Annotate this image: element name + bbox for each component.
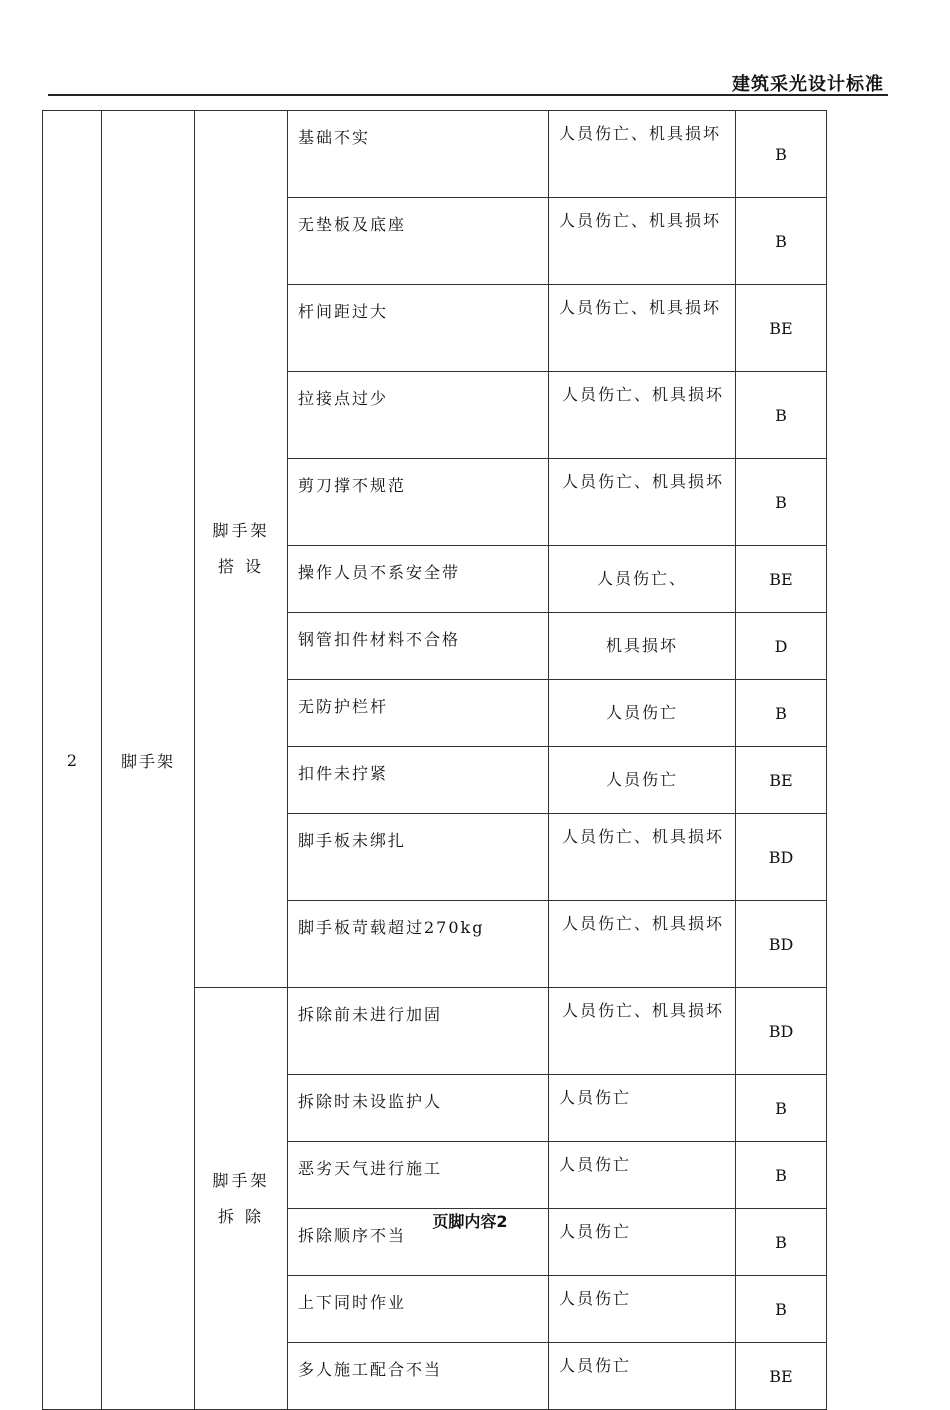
- hazard-cell: 杆间距过大: [288, 285, 549, 372]
- accident-cell: 人员伤亡、机具损坏: [549, 285, 736, 372]
- accident-cell: 人员伤亡: [549, 1075, 736, 1142]
- hazard-cell: 多人施工配合不当: [288, 1343, 549, 1410]
- operation-cell-dismantle: [195, 988, 288, 1410]
- hazard-cell: 恶劣天气进行施工: [288, 1142, 549, 1209]
- accident-cell: 人员伤亡: [549, 747, 736, 814]
- level-cell: BE: [736, 1343, 827, 1410]
- accident-cell: 人员伤亡、机具损坏: [549, 988, 736, 1075]
- accident-cell: 人员伤亡、机具损坏: [549, 198, 736, 285]
- level-cell: BD: [736, 814, 827, 901]
- item-number-cell: 2: [43, 111, 102, 1410]
- level-cell: BE: [736, 285, 827, 372]
- hazard-cell: 剪刀撑不规范: [288, 459, 549, 546]
- accident-cell: 人员伤亡、机具损坏: [549, 814, 736, 901]
- accident-cell: 人员伤亡、: [549, 546, 736, 613]
- accident-cell: 人员伤亡: [549, 680, 736, 747]
- hazard-cell: 脚手板苛载超过270kg: [288, 901, 549, 988]
- accident-cell: 人员伤亡: [549, 1142, 736, 1209]
- hazard-cell: 基础不实: [288, 111, 549, 198]
- accident-cell: 人员伤亡: [549, 1343, 736, 1410]
- project-name-cell: 脚手架: [102, 111, 195, 1410]
- level-cell: BD: [736, 988, 827, 1075]
- accident-cell: 人员伤亡、机具损坏: [549, 459, 736, 546]
- level-cell: BE: [736, 546, 827, 613]
- page-footer: 页脚内容2: [432, 1212, 508, 1231]
- operation-label-line1: 脚手架: [212, 521, 270, 540]
- hazard-cell: 上下同时作业: [288, 1276, 549, 1343]
- level-cell: B: [736, 1075, 827, 1142]
- hazard-cell: 无垫板及底座: [288, 198, 549, 285]
- level-cell: BD: [736, 901, 827, 988]
- accident-cell: 机具损坏: [549, 613, 736, 680]
- level-cell: B: [736, 680, 827, 747]
- document-header-title: 建筑采光设计标准: [732, 74, 884, 95]
- operation-label-line2: 搭 设: [217, 557, 265, 576]
- accident-cell: 人员伤亡、机具损坏: [549, 111, 736, 198]
- hazard-cell: 脚手板未绑扎: [288, 814, 549, 901]
- level-cell: B: [736, 1142, 827, 1209]
- accident-cell: 人员伤亡: [549, 1209, 736, 1276]
- hazard-cell: 拆除前未进行加固: [288, 988, 549, 1075]
- level-cell: B: [736, 198, 827, 285]
- level-cell: B: [736, 1209, 827, 1276]
- level-cell: B: [736, 1276, 827, 1343]
- operation-cell-erect: [195, 111, 288, 988]
- hazard-cell: 无防护栏杆: [288, 680, 549, 747]
- hazard-cell: 拉接点过少: [288, 372, 549, 459]
- accident-cell: 人员伤亡、机具损坏: [549, 901, 736, 988]
- level-cell: D: [736, 613, 827, 680]
- level-cell: BE: [736, 747, 827, 814]
- operation-label-line1: 脚手架: [212, 1170, 270, 1190]
- accident-cell: 人员伤亡: [549, 1276, 736, 1343]
- table-row: [43, 111, 827, 198]
- hazard-cell: 扣件未拧紧: [288, 747, 549, 814]
- hazard-cell: 拆除顺序不当: [288, 1209, 549, 1276]
- header-rule: [48, 94, 888, 96]
- hazard-cell: 操作人员不系安全带: [288, 546, 549, 613]
- accident-cell: 人员伤亡、机具损坏: [549, 372, 736, 459]
- level-cell: B: [736, 459, 827, 546]
- hazard-cell: 拆除时未设监护人: [288, 1075, 549, 1142]
- level-cell: B: [736, 372, 827, 459]
- operation-label-line2: 拆 除: [217, 1206, 265, 1226]
- hazard-cell: 钢管扣件材料不合格: [288, 613, 549, 680]
- level-cell: B: [736, 111, 827, 198]
